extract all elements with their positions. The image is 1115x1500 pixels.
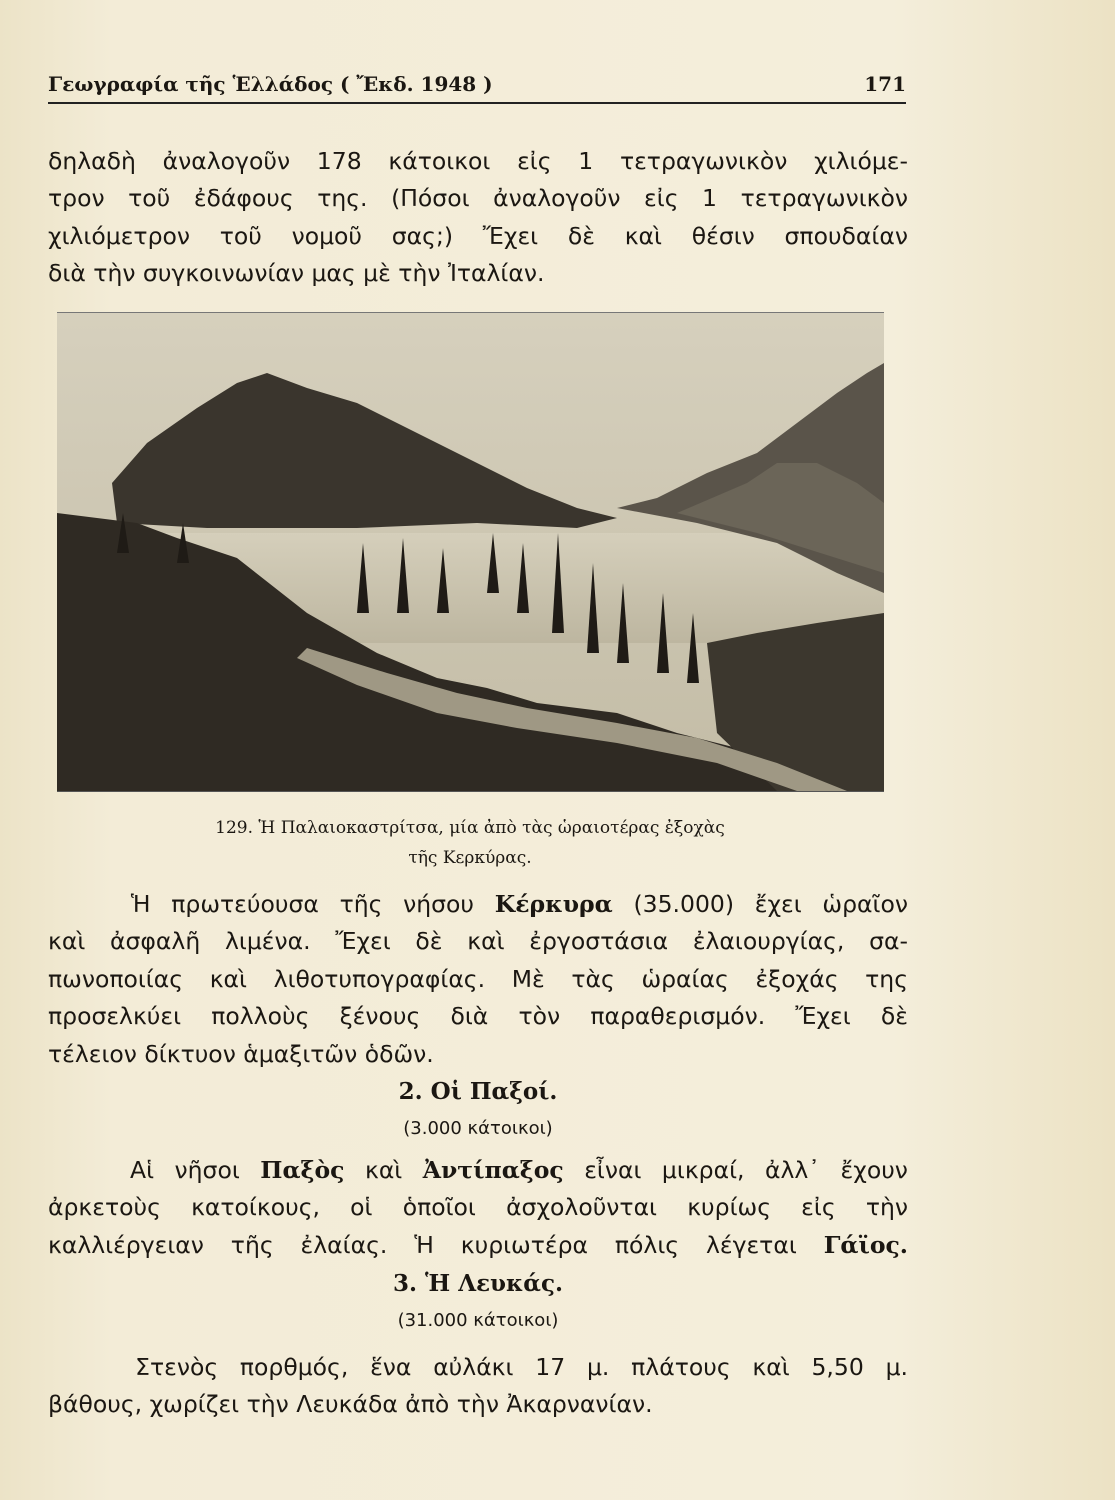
- bold-term-paxos: Παξὸς: [260, 1156, 345, 1184]
- text-run: Ἡ πρωτεύουσα τῆς νήσου: [130, 890, 475, 918]
- section-heading-paxoi: 2. Οἱ Παξοί.: [398, 1078, 558, 1105]
- text-run: Αἱ νῆσοι: [130, 1156, 240, 1184]
- page-number: 171: [864, 72, 906, 96]
- text-run: Στενὸς πορθμός, ἕνα αὐλάκι 17 μ. πλάτους καὶ 5,50 μ.: [135, 1353, 908, 1381]
- running-header: [48, 72, 906, 104]
- intro-paragraph: [48, 143, 908, 293]
- population-paxoi: (3.000 κάτοικοι): [403, 1118, 553, 1139]
- text-run: (35.000) ἔχει ὡραῖον: [633, 890, 908, 918]
- section-heading-lefkas: 3. Ἡ Λευκάς.: [393, 1270, 563, 1297]
- landscape-photo: [57, 312, 884, 792]
- text-line: [48, 1227, 908, 1264]
- text-line: τέλειον δίκτυον ἁμαξιτῶν ὁδῶν.: [48, 1039, 434, 1068]
- text-line: δηλαδὴ ἀναλογοῦν 178 κάτοικοι εἰς 1 τετραγωνικὸν χιλιόμε-: [48, 147, 908, 175]
- bold-term-gaios: Γάϊος.: [823, 1230, 908, 1259]
- bold-term-kerkyra: Κέρκυρα: [494, 890, 613, 918]
- text-line: [48, 1349, 908, 1386]
- text-line: [48, 1152, 908, 1189]
- header-title: Γεωγραφία τῆς Ἑλλάδος ( Ἔκδ. 1948 ): [48, 72, 493, 96]
- bold-term-antipaxos: Ἀντίπαξος: [422, 1156, 564, 1184]
- text-run: καὶ: [364, 1156, 403, 1184]
- text-line: ἀρκετοὺς κατοίκους, οἱ ὁποῖοι ἀσχολοῦνται κυρίως εἰς τὴν: [48, 1193, 908, 1222]
- kerkyra-paragraph: [48, 886, 908, 1073]
- figure-caption-line2: τῆς Κερκύρας.: [408, 848, 532, 868]
- population-lefkas: (31.000 κάτοικοι): [397, 1310, 559, 1331]
- text-line: χιλιόμετρον τοῦ νομοῦ σας;) Ἔχει δὲ καὶ θέσιν σπουδαίαν: [48, 221, 908, 250]
- text-run: καλλιέργειαν τῆς ἐλαίας. Ἡ κυριωτέρα πόλις λέγεται: [48, 1230, 797, 1259]
- text-line: προσελκύει πολλοὺς ξένους διὰ τὸν παραθερισμόν. Ἔχει δὲ: [48, 1002, 908, 1031]
- text-line: τρον τοῦ ἐδάφους της. (Πόσοι ἀναλογοῦν εἰς 1 τετραγωνικὸν: [48, 184, 908, 213]
- text-line: βάθους, χωρίζει τὴν Λευκάδα ἀπὸ τὴν Ἀκαρνανίαν.: [48, 1390, 653, 1419]
- lefkas-paragraph: [48, 1349, 908, 1424]
- text-line: πωνοποιίας καὶ λιθοτυπογραφίας. Μὲ τὰς ὡραίας ἐξοχάς της: [48, 964, 908, 993]
- figure-caption-line1: 129. Ἡ Παλαιοκαστρίτσα, μία ἀπὸ τὰς ὡραιοτέρας ἐξοχὰς: [215, 818, 725, 838]
- paxoi-paragraph: [48, 1152, 908, 1264]
- text-run: εἶναι μικραί, ἀλλ᾽ ἔχουν: [584, 1156, 908, 1184]
- text-line: καὶ ἀσφαλῆ λιμένα. Ἔχει δὲ καὶ ἐργοστάσια ἐλαιουργίας, σα-: [48, 927, 908, 956]
- text-line: [48, 886, 908, 923]
- text-line: διὰ τὴν συγκοινωνίαν μας μὲ τὴν Ἰταλίαν.: [48, 259, 545, 288]
